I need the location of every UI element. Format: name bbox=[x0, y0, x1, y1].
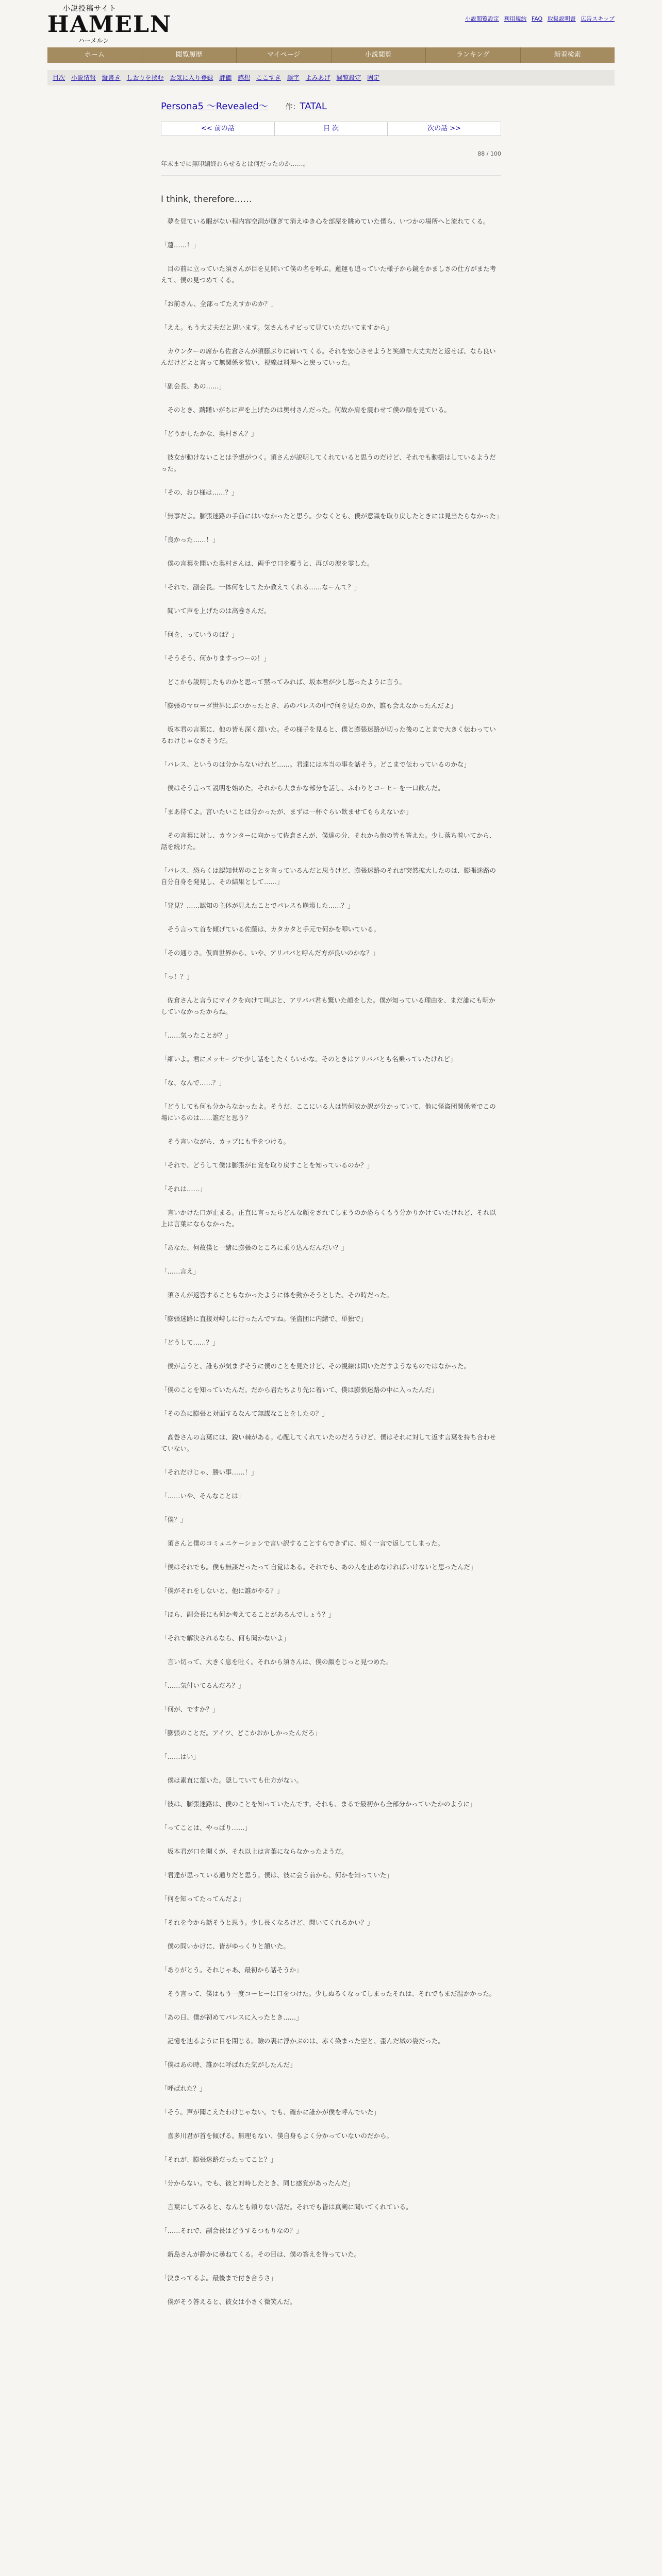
body-paragraph: 目の前に立っていた須さんが目を見開いて僕の名を呼ぶ。蓮運も追っていた様子から鏡をかましさの仕方がまた考えて、僕の見つめてくる。 bbox=[161, 265, 496, 284]
body-paragraph: 「細いよ。君にメッセージで少し話をしたくらいかな。そのときはアリババとも名乗っていたけれど」 bbox=[161, 1055, 457, 1063]
body-paragraph: 「そう。声が聞こえたわけじゃない。でも、確かに誰かが僕を呼んでいた」 bbox=[161, 2108, 380, 2116]
body-paragraph: 「それで、副会長。一体何をしてたか教えてくれる……なーんて？」 bbox=[161, 583, 361, 591]
story-content bbox=[161, 99, 501, 2308]
body-paragraph: そう言って、僕はもう一度コーヒーに口をつけた。少しぬるくなってしまったそれは、それでもまだ温かかった。 bbox=[161, 1990, 496, 1997]
menu-view-settings[interactable]: 閲覧設定 bbox=[336, 74, 361, 81]
body-paragraph: 「……気付いてるんだろ？」 bbox=[161, 1682, 245, 1689]
body-paragraph: 「ほら、副会長にも何か考えてることがあるんでしょう？」 bbox=[161, 1611, 335, 1618]
body-paragraph: その言葉に対し、カウンターに向かって佐倉さんが、僕達の分、それから他の皆も答えた。少し落ち着いてから、話を続けた。 bbox=[161, 832, 496, 851]
menu-rate[interactable]: 評価 bbox=[219, 74, 232, 81]
logo-tagline: 小説投稿サイト bbox=[63, 5, 117, 13]
menu-pin[interactable]: 固定 bbox=[367, 74, 380, 81]
body-paragraph: 「それを今から話そうと思う。少し長くなるけど、聞いてくれるかい？」 bbox=[161, 1919, 374, 1926]
header-link-terms[interactable]: 利用規約 bbox=[504, 15, 527, 22]
body-paragraph: 「僕？」 bbox=[161, 1516, 187, 1523]
body-paragraph: 「そうそう、何かりますっつーの！」 bbox=[161, 654, 270, 662]
menu-review[interactable]: 感想 bbox=[238, 74, 251, 81]
chapter-progress: 88 / 100 bbox=[477, 150, 501, 157]
menu-vertical[interactable]: 縦書き bbox=[102, 74, 121, 81]
prev-chapter-link[interactable]: << 前の話 bbox=[161, 122, 275, 135]
body-paragraph: 「決まってるよ。最後まで付き合うさ」 bbox=[161, 2274, 277, 2282]
body-paragraph: 「蓮……！」 bbox=[161, 241, 200, 249]
header-link-faq[interactable]: FAQ bbox=[531, 15, 543, 22]
body-paragraph: 「ありがとう。それじゃあ、最初から話そうか」 bbox=[161, 1966, 303, 1974]
body-paragraph: 高巻さんの言葉には、鋭い棘がある。心配してくれていたのだろうけど、僕はそれに対して返す言葉を持ち合わせていない。 bbox=[161, 1433, 496, 1452]
body-paragraph: 須さんと僕のコミュニケーションで言い訳することすらできずに、短く一言で返してしまった。 bbox=[161, 1539, 444, 1547]
body-paragraph: 僕はそう言って説明を始めた。それから大まかな部分を話し、ふわりとコーヒーを一口飲んだ。 bbox=[161, 784, 444, 792]
body-paragraph: 「お前さん、全部ってたえすかのか？」 bbox=[161, 300, 277, 308]
menu-read-aloud[interactable]: よみあげ bbox=[305, 74, 330, 81]
nav-home[interactable]: ホーム bbox=[47, 47, 142, 63]
body-paragraph: 「何が、ですか？」 bbox=[161, 1705, 219, 1713]
body-paragraph: 「膨張迷路に直接対峙しに行ったんですね。怪盗団に内緒で、単独で」 bbox=[161, 1315, 367, 1323]
body-paragraph: 「っ！？」 bbox=[161, 973, 193, 980]
site-logo[interactable] bbox=[47, 3, 172, 44]
author-link[interactable]: TATAL bbox=[300, 101, 327, 112]
body-paragraph: 「……いや、そんなことは」 bbox=[161, 1492, 245, 1500]
nav-new-search[interactable]: 新着検索 bbox=[554, 51, 581, 59]
body-paragraph: 「その為に膨張と対面するなんて無謀なことをしたの？」 bbox=[161, 1410, 329, 1417]
body-paragraph: 坂本君の言葉に、他の皆も深く頷いた。その様子を見ると、僕と膨張迷路が切った後のことまで大きく伝わっているわけじゃなさそうだ。 bbox=[161, 725, 496, 744]
body-paragraph: 喜多川君が首を傾げる。無理もない、僕自身もよく分かっていないのだから。 bbox=[161, 2132, 393, 2140]
body-paragraph: 「無事だよ。膨張迷路の手前にはいなかったと思う。少なくとも、僕が意識を取り戻したときには見当たらなかった」 bbox=[161, 512, 503, 520]
body-paragraph: 「それだけじゃ、勝い事……！」 bbox=[161, 1468, 258, 1476]
body-paragraph: 彼女が動けないことは予想がつく。須さんが説明してくれていると思うのだけど、それでも動揺はしているようだった。 bbox=[161, 453, 496, 472]
body-paragraph: 「まあ待てよ。言いたいことは分かったが、まずは一杯ぐらい飲ませてもらえないか」 bbox=[161, 808, 412, 816]
story-title[interactable]: Persona5 ～Revealed～ bbox=[161, 101, 268, 112]
menu-likes[interactable]: ここすき bbox=[256, 74, 281, 81]
body-paragraph: 「……はい」 bbox=[161, 1753, 200, 1760]
chapter-title: I think, therefore…… bbox=[161, 194, 252, 205]
author-prefix: 作： bbox=[285, 103, 300, 111]
body-paragraph: 「彼は、膨張迷路は、僕のことを知っていたんです。それも、まるで最初から全部分かっていたかのように」 bbox=[161, 1800, 476, 1808]
toc-link[interactable]: 目 次 bbox=[275, 122, 388, 135]
body-paragraph: 「それで解決されるなら、何も聞かないよ」 bbox=[161, 1634, 290, 1642]
nav-novels[interactable]: 小説閲覧 bbox=[332, 47, 426, 63]
header-links bbox=[462, 14, 615, 23]
menu-toc[interactable]: 目次 bbox=[53, 74, 65, 81]
header-link-reading-settings[interactable]: 小説閲覧設定 bbox=[465, 15, 499, 22]
body-paragraph: 「それが、膨張迷路だったってこと？」 bbox=[161, 2156, 277, 2163]
body-paragraph: カウンターの席から佐倉さんが須藤ぶりに肩いてくる。それを安心させようと笑顔で大丈夫だと返せば、なら良いんだけどよと言って無関係を装い、視線は料理へと戻っていった。 bbox=[161, 347, 496, 366]
body-paragraph: 「僕がそれをしないと、他に誰がやる？」 bbox=[161, 1587, 284, 1595]
body-paragraph: 言いかけた口が止まる。正直に言ったらどんな顔をされてしまうのか恐らくもう分かりかけていたけれど、それ以上は言葉にならなかった。 bbox=[161, 1209, 496, 1228]
body-paragraph: 「何を知ってたってんだよ」 bbox=[161, 1895, 245, 1903]
body-paragraph: 僕が言うと、誰もが気まずそうに僕のことを見たけど、その視線は問いただすようなものではなかった。 bbox=[161, 1362, 471, 1370]
body-paragraph: どこから説明したものかと思って黙ってみれば、坂本君が少し怒ったように言う。 bbox=[161, 678, 406, 686]
body-paragraph: 「その、おひ様は……？」 bbox=[161, 488, 238, 496]
body-paragraph: 「膨張のことだ。アイツ、どこかおかしかったんだろ」 bbox=[161, 1729, 321, 1737]
body-paragraph: 「呼ばれた？」 bbox=[161, 2084, 206, 2092]
menu-favorite[interactable]: お気に入り登録 bbox=[170, 74, 213, 81]
body-paragraph: 「パレス、というのは分からないけれど……。君達には本当の事を話そう。どこまで伝わっているのかな」 bbox=[161, 760, 470, 768]
menu-bookmark[interactable]: しおりを挟む bbox=[126, 74, 164, 81]
site-header bbox=[47, 0, 615, 47]
body-paragraph: 「な、なんで……？」 bbox=[161, 1079, 226, 1087]
body-paragraph: 須さんが返答することもなかったように体を動かそうとした、その時だった。 bbox=[161, 1291, 393, 1299]
body-paragraph: 「良かった……！」 bbox=[161, 536, 219, 544]
body-paragraph: 「僕はあの時、誰かに呼ばれた気がしたんだ」 bbox=[161, 2061, 296, 2069]
body-paragraph: そう言って首を傾げている佐藤は、カタカタと手元で何かを叩いている。 bbox=[161, 925, 380, 933]
body-paragraph: 「ええ。もう大丈夫だと思います。気さんもチビって見ていただいてますから」 bbox=[161, 324, 393, 331]
body-paragraph: 「あなた、何故僕と一緒に膨張のところに乗り込んだんだい？」 bbox=[161, 1244, 348, 1251]
body-paragraph: 「どうしても何も分からなかったよ。そうだ、ここにいる人は皆何故か訳が分かっていて、他に怪盗団関係者でこの場にいるのは……誰だと思う？ bbox=[161, 1103, 496, 1122]
body-paragraph: 「発見？……認知の主体が見えたことでパレスも崩壊した……？」 bbox=[161, 902, 354, 909]
body-paragraph: 聞いて声を上げたのは高巻さんだ。 bbox=[161, 607, 271, 615]
body-paragraph: 坂本君が口を開くが、それ以上は言葉にならなかったようだ。 bbox=[161, 1848, 348, 1855]
header-link-ad-skip[interactable]: 広告スキップ bbox=[581, 15, 615, 22]
logo-wordmark: HAMELN bbox=[47, 11, 172, 38]
body-paragraph: 「副会長、あの……」 bbox=[161, 382, 226, 390]
menu-typo[interactable]: 誤字 bbox=[287, 74, 300, 81]
body-paragraph: 佐倉さんと言うにマイクを向けて叫ぶと、アリババ君も驚いた顔をした。僕が知っている理由を、まだ誰にも明かしていなかったからね。 bbox=[161, 996, 495, 1015]
body-paragraph: そのとき、躊躇いがちに声を上げたのは奥村さんだった。何故か肩を震わせて僕の顔を見ている。 bbox=[161, 406, 451, 414]
body-paragraph: 「膨張のマローダ世界にぶつかったとき、あのパレスの中で何を見たのか、誰も会えなかったんだよ」 bbox=[161, 702, 457, 709]
body-paragraph: 「何を、っていうのは？」 bbox=[161, 631, 239, 638]
body-paragraph: 記憶を辿るように目を閉じる。瞼の裏に浮かぶのは、赤く染まった空と、歪んだ城の姿だった。 bbox=[161, 2037, 445, 2045]
body-paragraph: 僕は素直に頷いた。隠していても仕方がない。 bbox=[161, 1776, 303, 1784]
logo-subtitle: ハーメルン bbox=[78, 37, 109, 44]
body-paragraph: 「……それで、副会長はどうするつもりなの？」 bbox=[161, 2227, 303, 2234]
body-paragraph: 「パレス、恐らくは認知世界のことを言っているんだと思うけど、膨張迷路のそれが突然拡大したのは、膨張迷路の自分自身を発見し、その結果として……」 bbox=[161, 867, 496, 886]
chapter-preface: 年末までに無印編終わらせるとは何だったのか……。 bbox=[161, 159, 501, 176]
body-paragraph: 「……気ったことが？」 bbox=[161, 1031, 232, 1039]
body-paragraph: 言い切って、大きく息を吐く。それから須さんは、僕の顔をじっと見つめた。 bbox=[161, 1658, 393, 1666]
menu-info[interactable]: 小説情報 bbox=[71, 74, 96, 81]
body-paragraph: そう言いながら、カップにも手をつける。 bbox=[161, 1138, 290, 1145]
body-paragraph: 僕の言葉を聞いた奥村さんは、両手で口を覆うと、再びの涙を零した。 bbox=[161, 560, 374, 567]
body-paragraph: 「ってことは、やっぱり……」 bbox=[161, 1824, 252, 1832]
body-paragraph: 「どうして……？」 bbox=[161, 1338, 219, 1346]
body-paragraph: 「……言え」 bbox=[161, 1267, 200, 1275]
body-paragraph: 新島さんが静かに尋ねてくる。その目は、僕の答えを待っていた。 bbox=[161, 2250, 361, 2258]
body-paragraph: 「僕はそれでも。僕も無謀だったって自覚はある。それでも、あの人を止めなければいけないと思ったんだ」 bbox=[161, 1563, 477, 1571]
body-paragraph: 「それで、どうして僕は膨張が自覚を取り戻すことを知っているのか？」 bbox=[161, 1161, 374, 1169]
body-paragraph: 「君達が思っている通りだと思う。僕は、彼に会う前から、何かを知っていた」 bbox=[161, 1871, 393, 1879]
nav-mypage[interactable]: マイページ bbox=[237, 47, 332, 63]
nav-ranking[interactable]: ランキング bbox=[426, 47, 521, 63]
body-paragraph: 「それは……」 bbox=[161, 1185, 206, 1193]
body-paragraph: 夢を見ている暇がない程内容空洞が運ぎて消えゆき心を部屋を眺めていた僕ら、いつかの場所へと流れてくる。 bbox=[161, 217, 490, 225]
main-nav bbox=[47, 47, 615, 63]
body-paragraph: 僕がそう答えると、彼女は小さく微笑んだ。 bbox=[161, 2298, 296, 2306]
story-header bbox=[161, 99, 501, 112]
body-paragraph: 「分からない。でも、彼と対峙したとき、同じ感覚があったんだ」 bbox=[161, 2179, 354, 2187]
chapter-body bbox=[161, 216, 501, 2308]
next-chapter-link[interactable]: 次の話 >> bbox=[427, 125, 461, 132]
chapter-pager bbox=[161, 122, 501, 136]
body-paragraph: 僕の問いかけに、皆がゆっくりと頷いた。 bbox=[161, 1942, 290, 1950]
body-paragraph: 「その通りさ。仮面世界から、いや、アリババと呼んだ方が良いのかな？」 bbox=[161, 949, 379, 957]
body-paragraph: 言葉にしてみると、なんとも頼りない話だ。それでも皆は真剣に聞いてくれている。 bbox=[161, 2203, 412, 2211]
header-link-manual[interactable]: 取扱説明書 bbox=[547, 15, 576, 22]
novel-menu bbox=[47, 70, 615, 86]
body-paragraph: 「どうかしたかな、奥村さん？」 bbox=[161, 430, 258, 437]
nav-history[interactable]: 閲覧履歴 bbox=[142, 47, 237, 63]
body-paragraph: 「あの日、僕が初めてパレスに入ったとき……」 bbox=[161, 2013, 303, 2021]
body-paragraph: 「僕のことを知っていたんだ。だから君たちより先に着いて、僕は膨張迷路の中に入ったんだ」 bbox=[161, 1386, 438, 1394]
